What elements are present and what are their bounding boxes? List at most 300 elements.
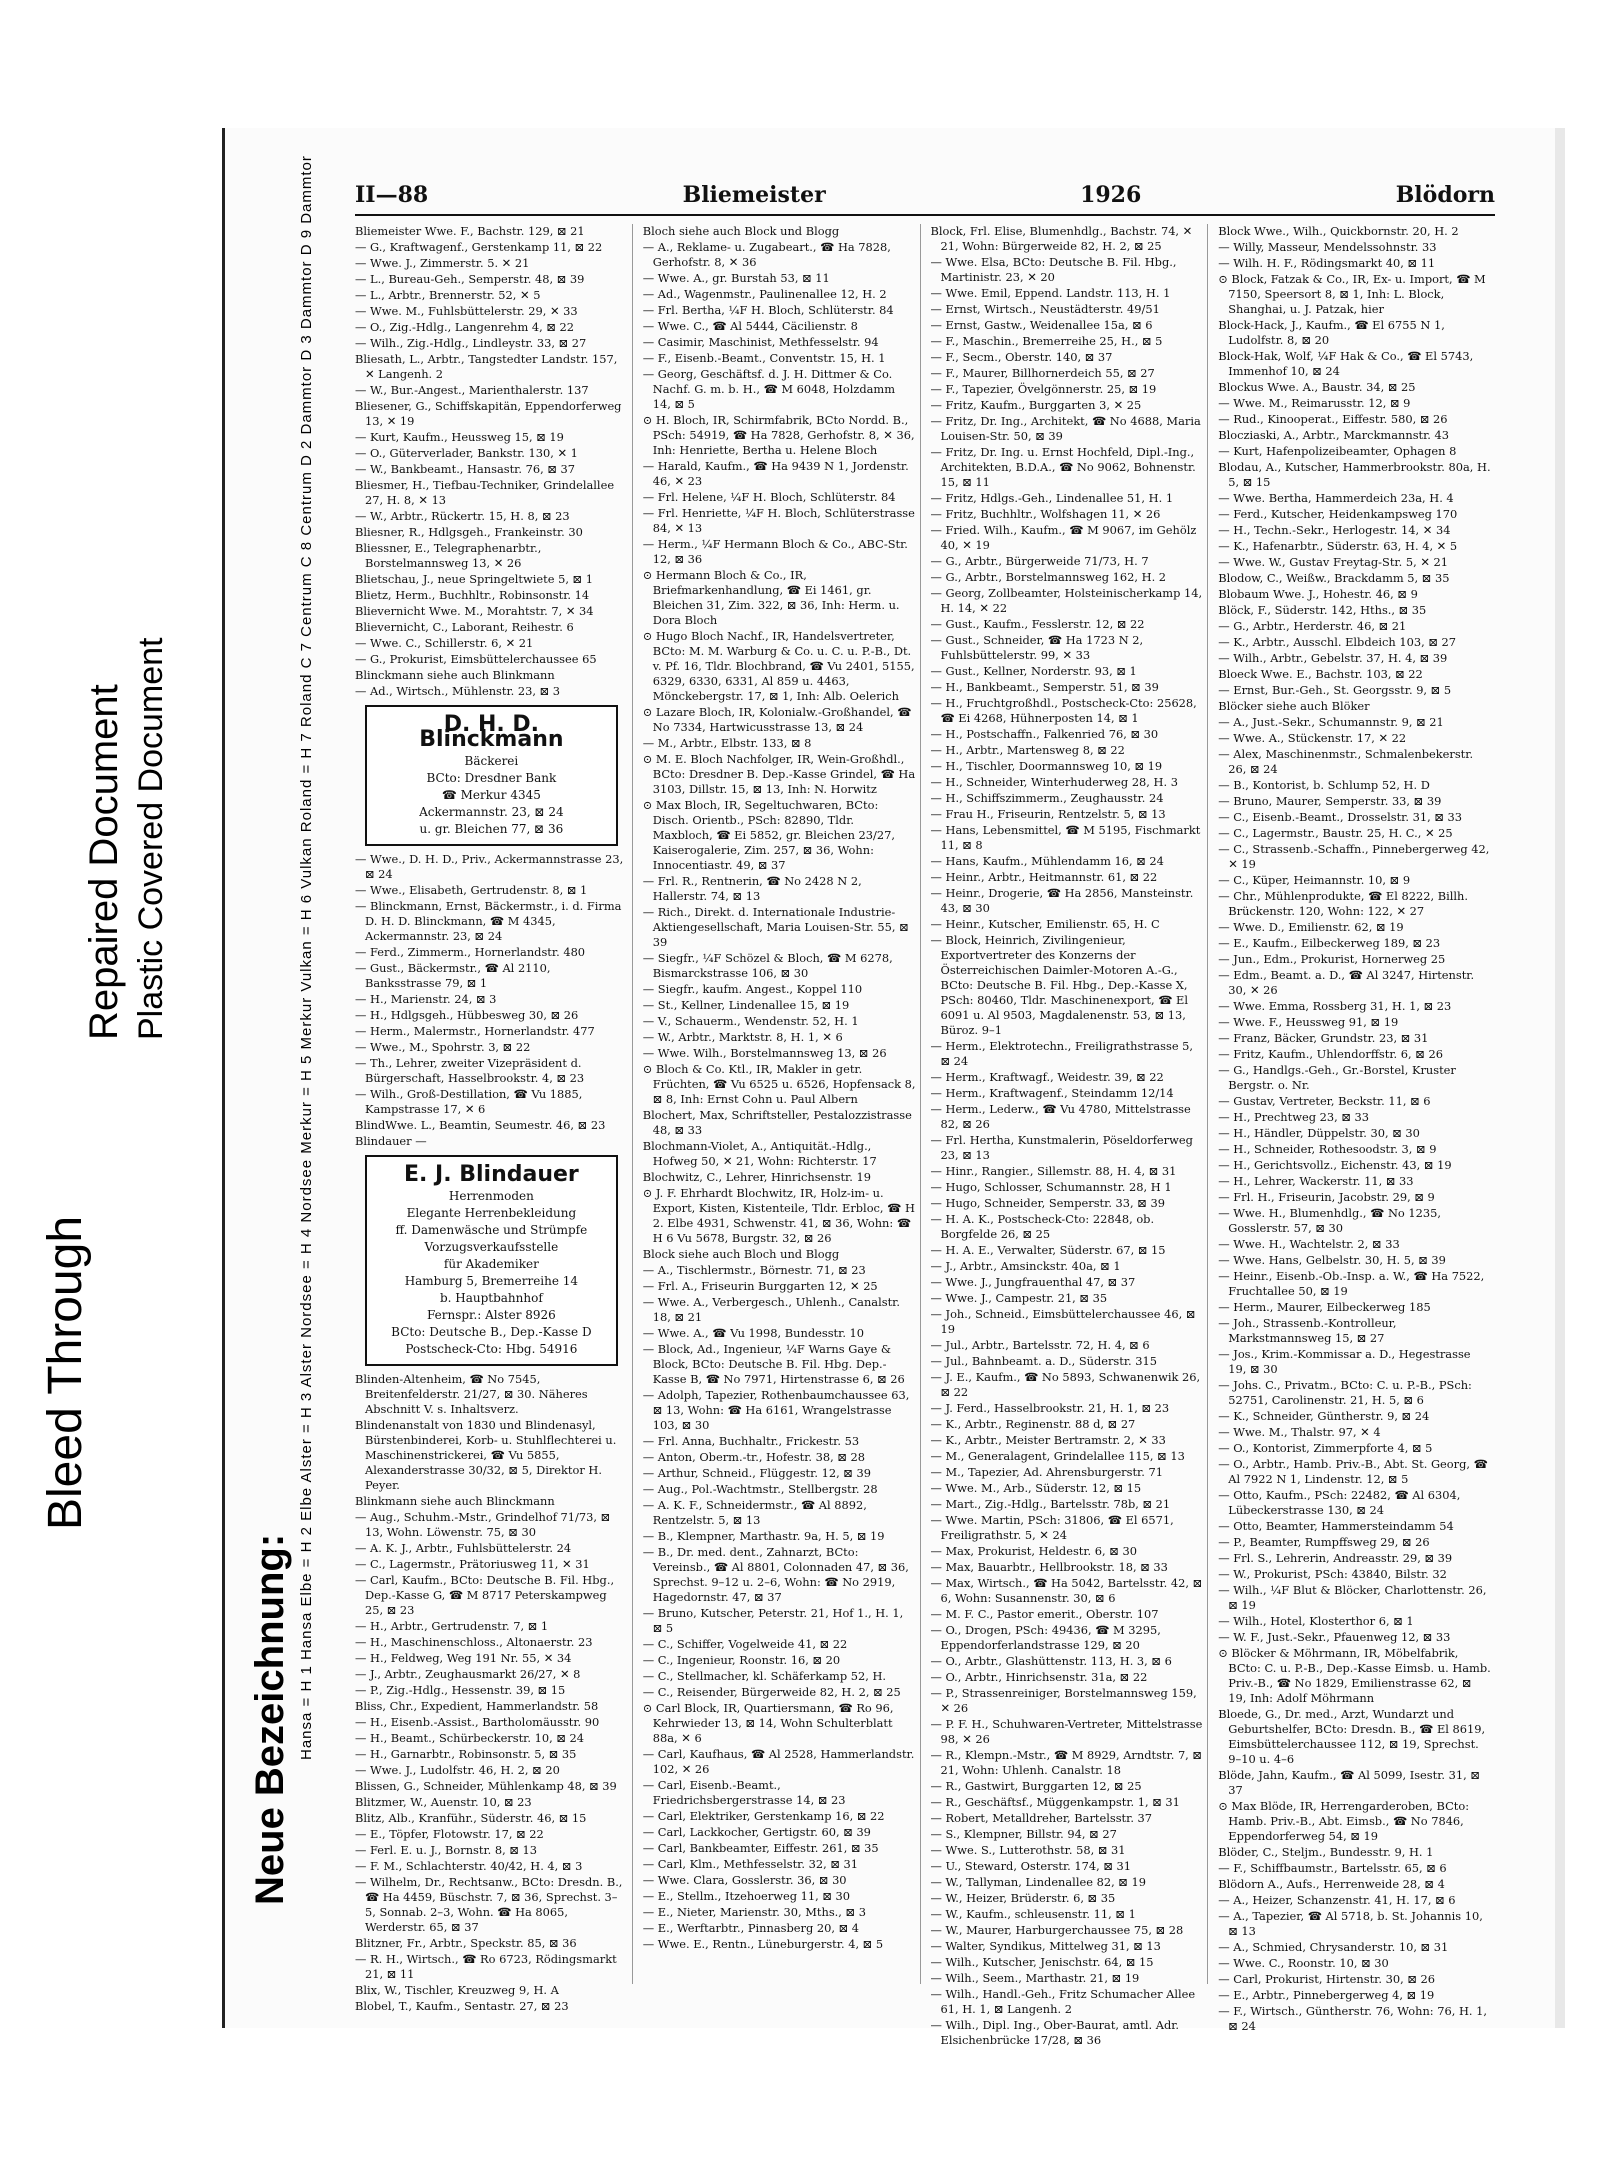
directory-entry: ⊙ H. Bloch, IR, Schirmfabrik, BCto Nordd. B., PSch: 54919, ☎ Ha 7828, Gerhofstr. 8, ✕ 36, Inh: Henriette, Bertha u. Helene Bloch xyxy=(642,413,915,457)
directory-entry: — W., Arbtr., Marktstr. 8, H. 1, ✕ 6 xyxy=(642,1030,843,1044)
directory-entry: — Wwe. H., Wachtelstr. 2, ⊠ 33 xyxy=(1218,1237,1400,1251)
directory-entry: — P., Strassenreiniger, Borstelmannsweg 159, ✕ 26 xyxy=(930,1686,1197,1715)
directory-entry: — Wilh. H. F., Rödingsmarkt 40, ⊠ 11 xyxy=(1218,256,1436,270)
directory-entry: — Max, Bauarbtr., Hellbrookstr. 18, ⊠ 33 xyxy=(930,1560,1168,1574)
directory-entry: — W., Prokurist, PSch: 43840, Bilstr. 32 xyxy=(1218,1567,1447,1581)
left-margin xyxy=(0,0,225,2177)
directory-entry: — F., Maschin., Bremerreihe 25, H., ⊠ 5 xyxy=(930,334,1163,348)
directory-entry: — K., Arbtr., Meister Bertramstr. 2, ✕ 33 xyxy=(930,1433,1166,1447)
directory-entry: — Jos., Krim.-Kommissar a. D., Hegestrasse 19, ⊠ 30 xyxy=(1218,1347,1471,1376)
directory-entry: — Adolph, Tapezier, Rothenbaumchaussee 63, ⊠ 13, Wohn: ☎ Ha 6161, Wrangelstrasse 103, ⊠ 30 xyxy=(642,1388,910,1432)
directory-entry: — Mart., Zig.-Hdlg., Bartelsstr. 78b, ⊠ 21 xyxy=(930,1497,1171,1511)
directory-entry: — G., Kraftwagenf., Gerstenkamp 11, ⊠ 22 xyxy=(355,240,603,254)
directory-entry: Blocziaski, A., Arbtr., Marckmannstr. 43 xyxy=(1218,428,1450,442)
directory-entry: — H., Hdlgsgeh., Hübbesweg 30, ⊠ 26 xyxy=(355,1008,579,1022)
directory-entry: — Herm., ¼F Hermann Bloch & Co., ABC-Str. 12, ⊠ 36 xyxy=(642,537,908,566)
directory-entry: — Siegfr., ¼F Schözel & Bloch, ☎ M 6278, Bismarckstrasse 106, ⊠ 30 xyxy=(642,951,893,980)
directory-entry: — Frl. Hertha, Kunstmalerin, Pöseldorferweg 23, ⊠ 13 xyxy=(930,1133,1193,1162)
directory-entry: — W., Bur.-Angest., Marienthalerstr. 137 xyxy=(355,383,589,397)
directory-entry: — H., Gerichtsvollz., Eichenstr. 43, ⊠ 19 xyxy=(1218,1158,1452,1172)
directory-entry: Blockus Wwe. A., Baustr. 34, ⊠ 25 xyxy=(1218,380,1416,394)
directory-entry: — J., Arbtr., Zeughausmarkt 26/27, ✕ 8 xyxy=(355,1667,581,1681)
directory-entry: — Walter, Syndikus, Mittelweg 31, ⊠ 13 xyxy=(930,1939,1161,1953)
directory-entry: Blissen, G., Schneider, Mühlenkamp 48, ⊠ 39 xyxy=(355,1779,617,1793)
directory-entry: ⊙ Max Blöde, IR, Herrengarderoben, BCto: Hamb. Priv.-B., Abt. Eimsb., ☎ No 7846, Eppendorferweg 54, ⊠ 19 xyxy=(1218,1799,1470,1843)
directory-entry: — Frl. Henriette, ¼F H. Bloch, Schlüterstrasse 84, ✕ 13 xyxy=(642,506,915,535)
directory-entry: Bliesner, R., Hdlgsgeh., Frankeinstr. 30 xyxy=(355,525,583,539)
directory-entry: — Aug., Pol.-Wachtmstr., Stellbergstr. 28 xyxy=(642,1482,878,1496)
directory-entry: — Wwe., Elisabeth, Gertrudenstr. 8, ⊠ 1 xyxy=(355,883,588,897)
page-number: II—88 xyxy=(355,182,429,208)
directory-entry: — A., Reklame- u. Zugabeart., ☎ Ha 7828, Gerhofstr. 8, ✕ 36 xyxy=(642,240,891,269)
directory-entry: — Joh., Schneid., Eimsbüttelerchaussee 46, ⊠ 19 xyxy=(930,1307,1196,1336)
directory-entry: Bliessner, E., Telegraphenarbtr., Borstelmannsweg 13, ✕ 26 xyxy=(355,541,542,570)
directory-entry: — Blinckmann, Ernst, Bäckermstr., i. d. Firma D. H. D. Blinckmann, ☎ M 4345, Ackermannstr. 23, ⊠ 24 xyxy=(355,899,622,943)
directory-entry: — Bruno, Kutscher, Peterstr. 21, Hof 1., H. 1, ⊠ 5 xyxy=(642,1606,904,1635)
directory-entry: — Edm., Beamt. a. D., ☎ Al 3247, Hirtenstr. 30, ✕ 26 xyxy=(1218,968,1475,997)
directory-entry: — W., Arbtr., Rückertr. 15, H. 8, ⊠ 23 xyxy=(355,509,570,523)
directory-entry: Blievernicht Wwe. M., Morahtstr. 7, ✕ 34 xyxy=(355,604,594,618)
directory-entry: Blix, W., Tischler, Kreuzweg 9, H. A xyxy=(355,1983,559,1997)
directory-entry: Bloch siehe auch Block und Blogg xyxy=(642,224,840,238)
directory-entry: Block-Hak, Wolf, ¼F Hak & Co., ☎ El 5743, Immenhof 10, ⊠ 24 xyxy=(1218,349,1474,378)
directory-entry: — F., Eisenb.-Beamt., Conventstr. 15, H. 1 xyxy=(642,351,886,365)
directory-entry: — Wwe. M., Reimarusstr. 12, ⊠ 9 xyxy=(1218,396,1411,410)
directory-entry: — H., Marienstr. 24, ⊠ 3 xyxy=(355,992,497,1006)
directory-entry: — R., Geschäftsf., Müggenkampstr. 1, ⊠ 31 xyxy=(930,1795,1180,1809)
directory-entry: — E., Arbtr., Pinnebergerweg 4, ⊠ 19 xyxy=(1218,1988,1435,2002)
directory-entry: ⊙ Blöcker & Möhrmann, IR, Möbelfabrik, BCto: C. u. P.-B., Dep.-Kasse Eimsb. u. Hamb. Priv.-B., ☎ No 1829, Emilienstrasse 62, ⊠ 19, Inh: Adolf Möhrmann xyxy=(1218,1646,1491,1705)
directory-entry: — Wwe. A., gr. Burstah 53, ⊠ 11 xyxy=(642,271,830,285)
directory-entry: — Wwe. J., Jungfrauenthal 47, ⊠ 37 xyxy=(930,1275,1136,1289)
directory-entry: — Wilh., ¼F Blut & Blöcker, Charlottenstr. 26, ⊠ 19 xyxy=(1218,1583,1487,1612)
ad-line: ☎ Merkur 4345 xyxy=(441,788,541,802)
directory-entry: — A. K. J., Arbtr., Fuhlsbüttelerstr. 24 xyxy=(355,1541,572,1555)
directory-entry: — P. F. H., Schuhwaren-Vertreter, Mittelstrasse 98, ✕ 26 xyxy=(930,1717,1203,1746)
directory-entry: — Wwe. A., Verbergesch., Uhlenh., Canalstr. 18, ⊠ 21 xyxy=(642,1295,900,1324)
directory-entry: — H., Bankbeamt., Semperstr. 51, ⊠ 39 xyxy=(930,680,1159,694)
directory-entry: — Wwe. J., Ludolfstr. 46, H. 2, ⊠ 20 xyxy=(355,1763,560,1777)
directory-entry: — H., Schiffszimmerm., Zeughausstr. 24 xyxy=(930,791,1164,805)
directory-entry: — Carl, Kaufm., BCto: Deutsche B. Fil. Hbg., Dep.-Kasse G, ☎ M 8717 Peterskampweg 25, ⊠ 23 xyxy=(355,1573,615,1617)
directory-entry: Blietz, Herm., Buchhltr., Robinsonstr. 14 xyxy=(355,588,590,602)
ad-blinckmann xyxy=(365,705,618,846)
directory-entry: — Fritz, Kaufm., Burggarten 3, ✕ 25 xyxy=(930,398,1142,412)
directory-entry: — H., Arbtr., Martensweg 8, ⊠ 22 xyxy=(930,743,1125,757)
directory-entry: — Wwe. M., Arb., Süderstr. 12, ⊠ 15 xyxy=(930,1481,1142,1495)
directory-entry: — Wwe. Hans, Gelbelstr. 30, H. 5, ⊠ 39 xyxy=(1218,1253,1446,1267)
directory-entry: — C., Lagermstr., Baustr. 25, H. C., ✕ 25 xyxy=(1218,826,1453,840)
directory-entry: Blöck, F., Süderstr. 142, Hths., ⊠ 35 xyxy=(1218,603,1427,617)
directory-entry: — Carl, Lackkocher, Gertigstr. 60, ⊠ 39 xyxy=(642,1825,871,1839)
neue-bezeichnung-label: Neue Bezeichnung: xyxy=(248,1533,292,1905)
directory-entry: — C., Reisender, Bürgerweide 82, H. 2, ⊠ 25 xyxy=(642,1685,901,1699)
directory-entry: — B., Klempner, Marthastr. 9a, H. 5, ⊠ 19 xyxy=(642,1529,885,1543)
directory-entry: — Wilh., Kutscher, Jenischstr. 64, ⊠ 15 xyxy=(930,1955,1154,1969)
directory-entry: — F., Secm., Oberstr. 140, ⊠ 37 xyxy=(930,350,1113,364)
directory-entry: — H., Feldweg, Weg 191 Nr. 55, ✕ 34 xyxy=(355,1651,572,1665)
directory-entry: — C., Ingenieur, Roonstr. 16, ⊠ 20 xyxy=(642,1653,841,1667)
directory-entry: Blochwitz, C., Lehrer, Hinrichsenstr. 19 xyxy=(642,1170,871,1184)
directory-entry: — E., Stellm., Itzehoerweg 11, ⊠ 30 xyxy=(642,1889,851,1903)
directory-entry: — St., Kellner, Lindenallee 15, ⊠ 19 xyxy=(642,998,850,1012)
directory-entry: — H., Garnarbtr., Robinsonstr. 5, ⊠ 35 xyxy=(355,1747,577,1761)
directory-entry: — Frl. Helene, ¼F H. Bloch, Schlüterstr. 84 xyxy=(642,490,896,504)
directory-entry: — H., Maschinenschloss., Altonaerstr. 23 xyxy=(355,1635,593,1649)
directory-entry: — Frau H., Friseurin, Rentzelstr. 5, ⊠ 13 xyxy=(930,807,1166,821)
directory-entry: Bliesmer, H., Tiefbau-Techniker, Grindelallee 27, H. 8, ✕ 13 xyxy=(355,478,615,507)
directory-entry: — E., Kaufm., Eilbeckerweg 189, ⊠ 23 xyxy=(1218,936,1441,950)
directory-entry: — Ernst, Wirtsch., Neustädterstr. 49/51 xyxy=(930,302,1160,316)
directory-entry: — A., Schmied, Chrysanderstr. 10, ⊠ 31 xyxy=(1218,1940,1449,1954)
directory-entry: — A. K. F., Schneidermstr., ☎ Al 8892, Rentzelstr. 5, ⊠ 13 xyxy=(642,1498,867,1527)
directory-entry: — Wilh., Groß-Destillation, ☎ Vu 1885, Kampstrasse 17, ✕ 6 xyxy=(355,1087,583,1116)
directory-entry: Blöcker siehe auch Blöker xyxy=(1218,699,1370,713)
directory-entry: — Wwe. H., Blumenhdlg., ☎ No 1235, Gosslerstr. 57, ⊠ 30 xyxy=(1218,1206,1442,1235)
directory-entry: — C., Schiffer, Vogelweide 41, ⊠ 22 xyxy=(642,1637,848,1651)
directory-entry: ⊙ J. F. Ehrhardt Blochwitz, IR, Holz-im- u. Export, Kisten, Kistenteile, Tldr. Erbloc, ☎ H 2. Elbe 4931, Schwenstr. 41, ⊠ 36, Wohn: ☎ H 6 Vu 5678, Burgstr. 32, ⊠ 26 xyxy=(642,1186,915,1245)
directory-entry: — Gust., Bäckermstr., ☎ Al 2110, Banksstrasse 79, ⊠ 1 xyxy=(355,961,551,990)
directory-entry: Blöde, Jahn, Kaufm., ☎ Al 5099, Isestr. 31, ⊠ 37 xyxy=(1218,1768,1480,1797)
directory-entry: — Hinr., Rangier., Sillemstr. 88, H. 4, ⊠ 31 xyxy=(930,1164,1177,1178)
directory-entry: — Herm., Kraftwagenf., Steindamm 12/14 xyxy=(930,1086,1174,1100)
directory-entry: — Casimir, Maschinist, Methfesselstr. 94 xyxy=(642,335,879,349)
directory-entry: — Gustav, Vertreter, Beckstr. 11, ⊠ 6 xyxy=(1218,1094,1431,1108)
directory-entry: — Frl. R., Rentnerin, ☎ No 2428 N 2, Hallerstr. 74, ⊠ 13 xyxy=(642,874,862,903)
directory-entry: — Ferd., Kutscher, Heidenkampsweg 170 xyxy=(1218,507,1458,521)
directory-entry: Blobaum Wwe. J., Hohestr. 46, ⊠ 9 xyxy=(1218,587,1418,601)
directory-entry: — H., Tischler, Doormannsweg 10, ⊠ 19 xyxy=(930,759,1163,773)
directory-entry: Blinckmann siehe auch Blinkmann xyxy=(355,668,555,682)
directory-entry: — H., Postschaffn., Falkenried 76, ⊠ 30 xyxy=(930,727,1159,741)
directory-entry: — Fritz, Dr. Ing. u. Ernst Hochfeld, Dipl.-Ing., Architekten, B.D.A., ☎ No 9062, Bohnenstr. 15, ⊠ 11 xyxy=(930,445,1196,489)
directory-entry: — Carl, Elektriker, Gerstenkamp 16, ⊠ 22 xyxy=(642,1809,885,1823)
directory-entry: — Wwe., M., Spohrstr. 3, ⊠ 22 xyxy=(355,1040,531,1054)
directory-entry: — Frl. A., Friseurin Burggarten 12, ✕ 25 xyxy=(642,1279,878,1293)
directory-entry: — Johs. C., Privatm., BCto: C. u. P.-B., PSch: 52751, Carolinenstr. 21, H. 5, ⊠ 6 xyxy=(1218,1378,1472,1407)
directory-entry: Blinkmann siehe auch Blinckmann xyxy=(355,1494,555,1508)
directory-entry: — Otto, Beamter, Hammersteindamm 54 xyxy=(1218,1519,1454,1533)
directory-entry: — Wilh., Zig.-Hdlg., Lindleystr. 33, ⊠ 27 xyxy=(355,336,587,350)
directory-entry: — F. M., Schlachterstr. 40/42, H. 4, ⊠ 3 xyxy=(355,1859,583,1873)
directory-entry: — Wwe. C., ☎ Al 5444, Cäcilienstr. 8 xyxy=(642,319,858,333)
directory-entry: Blitz, Alb., Kranführ., Süderstr. 46, ⊠ 15 xyxy=(355,1811,587,1825)
directory-entry: Blindenanstalt von 1830 und Blindenasyl, Bürstenbinderei, Korb- u. Stuhlflechterei u. Maschinenstrickerei, ☎ Vu 5855, Alexanderstrasse 30/32, ⊠ 5, Direktor H. Peyer. xyxy=(355,1418,617,1492)
directory-entry: — Hugo, Schlosser, Schumannstr. 28, H 1 xyxy=(930,1180,1172,1194)
directory-entry: — Chr., Mühlenprodukte, ☎ El 8222, Billh. Brückenstr. 120, Wohn: 122, ✕ 27 xyxy=(1218,889,1468,918)
bleed-through-label: Bleed Through xyxy=(39,1215,92,1530)
directory-entry: — A., Heizer, Schanzenstr. 41, H. 17, ⊠ 6 xyxy=(1218,1893,1456,1907)
directory-entry: — Fritz, Buchhltr., Wolfshagen 11, ✕ 26 xyxy=(930,507,1161,521)
directory-entry: — Heinr., Kutscher, Emilienstr. 65, H. C xyxy=(930,917,1160,931)
directory-entry: ⊙ Block, Fatzak & Co., IR, Ex- u. Import, ☎ M 7150, Speersort 8, ⊠ 1, Inh: L. Block, Shanghai, u. J. Patzak, hier xyxy=(1218,272,1486,316)
directory-entry: — Fritz, Kaufm., Uhlendorffstr. 6, ⊠ 26 xyxy=(1218,1047,1443,1061)
directory-entry: — A., Tapezier, ☎ Al 5718, b. St. Johannis 10, ⊠ 13 xyxy=(1218,1909,1483,1938)
directory-entry: Bloede, G., Dr. med., Arzt, Wundarzt und Geburtshelfer, BCto: Dresdn. B., ☎ El 8619, Eimsbüttelerchaussee 112, ⊠ 19, Sprechst. 9–10 u. 4–6 xyxy=(1218,1707,1486,1766)
directory-entry: — H. A. E., Verwalter, Süderstr. 67, ⊠ 15 xyxy=(930,1243,1166,1257)
directory-entry: — H., Techn.-Sekr., Herlogestr. 14, ✕ 34 xyxy=(1218,523,1451,537)
directory-entry: — R., Klempn.-Mstr., ☎ M 8929, Arndtstr. 7, ⊠ 21, Wohn: Uhlenh. Canalstr. 18 xyxy=(930,1748,1202,1777)
directory-entry: — J. Ferd., Hasselbrookstr. 21, H. 1, ⊠ 23 xyxy=(930,1401,1170,1415)
directory-entry: — G., Arbtr., Borstelmannsweg 162, H. 2 xyxy=(930,570,1167,584)
directory-entry: — K., Hafenarbtr., Süderstr. 63, H. 4, ✕ 5 xyxy=(1218,539,1458,553)
repaired-document-label: Repaired Document xyxy=(82,684,126,1040)
directory-entry: Blodow, C., Weißw., Brackdamm 5, ⊠ 35 xyxy=(1218,571,1450,585)
directory-entry: — Heinr., Drogerie, ☎ Ha 2856, Mansteinstr. 43, ⊠ 30 xyxy=(930,886,1194,915)
directory-entry: — Jul., Bahnbeamt. a. D., Süderstr. 315 xyxy=(930,1354,1158,1368)
directory-entry: — Wwe. S., Lutterothstr. 58, ⊠ 31 xyxy=(930,1843,1126,1857)
directory-entry: — M., Tapezier, Ad. Ahrensburgerstr. 71 xyxy=(930,1465,1163,1479)
directory-entry: — Carl, Prokurist, Hirtenstr. 30, ⊠ 26 xyxy=(1218,1972,1435,1986)
directory-columns xyxy=(355,224,1495,2047)
directory-entry: — F., Schiffbaumstr., Bartelsstr. 65, ⊠ 6 xyxy=(1218,1861,1447,1875)
directory-entry: — G., Arbtr., Herderstr. 46, ⊠ 21 xyxy=(1218,619,1407,633)
directory-entry: BlindWwe. L., Beamtin, Seumestr. 46, ⊠ 23 xyxy=(355,1118,606,1132)
directory-entry: — M., Arbtr., Elbstr. 133, ⊠ 8 xyxy=(642,736,812,750)
directory-entry: — H., Schneider, Winterhuderweg 28, H. 3 xyxy=(930,775,1178,789)
directory-entry: — E., Töpfer, Flotowstr. 17, ⊠ 22 xyxy=(355,1827,544,1841)
directory-entry: — Wwe. D., Emilienstr. 62, ⊠ 19 xyxy=(1218,920,1404,934)
directory-entry: — Joh., Strassenb.-Kontrolleur, Markstmannsweg 15, ⊠ 27 xyxy=(1218,1316,1397,1345)
directory-entry: — Wwe. J., Zimmerstr. 5. ✕ 21 xyxy=(355,256,530,270)
directory-entry: — F., Maurer, Billhornerdeich 55, ⊠ 27 xyxy=(930,366,1155,380)
directory-entry: Bliesener, G., Schiffskapitän, Eppendorferweg 13, ✕ 19 xyxy=(355,399,622,428)
directory-entry: — Wwe. M., Thalstr. 97, ✕ 4 xyxy=(1218,1425,1381,1439)
directory-entry: — O., Arbtr., Hinrichsenstr. 31a, ⊠ 22 xyxy=(930,1670,1148,1684)
directory-entry: — H. A. K., Postscheck-Cto: 22848, ob. Borgfelde 26, ⊠ 25 xyxy=(930,1212,1155,1241)
directory-entry: — O., Arbtr., Glashüttenstr. 113, H. 3, ⊠ 6 xyxy=(930,1654,1172,1668)
directory-entry: — P., Beamter, Rumpffsweg 29, ⊠ 26 xyxy=(1218,1535,1430,1549)
directory-entry: — W. F., Just.-Sekr., Pfauenweg 12, ⊠ 33 xyxy=(1218,1630,1451,1644)
directory-entry: — K., Arbtr., Ausschl. Elbdeich 103, ⊠ 27 xyxy=(1218,635,1456,649)
directory-page xyxy=(222,128,1555,2047)
directory-entry: Blindauer — xyxy=(355,1134,427,1148)
directory-entry: — Anton, Oberm.-tr., Hofestr. 38, ⊠ 28 xyxy=(642,1450,866,1464)
directory-entry: — Wwe. J., Campestr. 21, ⊠ 35 xyxy=(930,1291,1108,1305)
column-3 xyxy=(930,224,1209,2047)
directory-entry: Blievernicht, C., Laborant, Reihestr. 6 xyxy=(355,620,574,634)
directory-entry: — O., Arbtr., Hamb. Priv.-B., Abt. St. Georg, ☎ Al 7922 N 1, Lindenstr. 12, ⊠ 5 xyxy=(1218,1457,1488,1486)
directory-entry: — W., Kaufm., schleusenstr. 11, ⊠ 1 xyxy=(930,1907,1136,1921)
directory-entry: — Herm., Maurer, Eilbeckerweg 185 xyxy=(1218,1300,1431,1314)
directory-entry: — Robert, Metalldreher, Bartelsstr. 37 xyxy=(930,1811,1153,1825)
directory-entry: — B., Dr. med. dent., Zahnarzt, BCto: Vereinsb., ☎ Al 8801, Colonnaden 47, ⊠ 36, Sprechst. 9–12 u. 2–6, Wohn: ☎ No 2919, Hagedornstr. 47, ⊠ 37 xyxy=(642,1545,909,1604)
ad-blindauer-title: E. J. Blindauer xyxy=(403,1162,579,1187)
ad-line: Vorzugsverkaufsstelle xyxy=(424,1240,559,1254)
directory-entry: — W., Heizer, Brüderstr. 6, ⊠ 35 xyxy=(930,1891,1116,1905)
directory-entry: — Heinr., Eisenb.-Ob.-Insp. a. W., ☎ Ha 7522, Fruchtallee 50, ⊠ 19 xyxy=(1218,1269,1485,1298)
column-2 xyxy=(643,224,921,1984)
directory-entry: — Frl. Bertha, ¼F H. Bloch, Schlüterstr. 84 xyxy=(642,303,894,317)
directory-entry: — Harald, Kaufm., ☎ Ha 9439 N 1, Jordenstr. 46, ✕ 23 xyxy=(642,459,909,488)
page-header xyxy=(355,180,1495,216)
directory-entry: ⊙ Lazare Bloch, IR, Kolonialw.-Großhandel, ☎ No 7334, Hartwicusstrasse 13, ⊠ 24 xyxy=(642,705,912,734)
directory-entry: ⊙ Max Bloch, IR, Segeltuchwaren, BCto: Disch. Orientb., PSch: 82890, Tldr. Maxbloch, ☎ Ei 5852, gr. Bleichen 23/27, Kaiserogalerie, Zim. 257, ⊠ 36, Wohn: Innocentiastr. 49, ⊠ 37 xyxy=(642,798,895,872)
ad-line: Herrenmoden xyxy=(448,1189,534,1203)
column-4 xyxy=(1218,224,1495,2033)
directory-entry: — Ernst, Bur.-Geh., St. Georgsstr. 9, ⊠ 5 xyxy=(1218,683,1452,697)
directory-entry: — Wilh., Seem., Marthastr. 21, ⊠ 19 xyxy=(930,1971,1140,1985)
directory-entry: — Wilh., Hotel, Klosterthor 6, ⊠ 1 xyxy=(1218,1614,1414,1628)
directory-entry: — Fried. Wilh., Kaufm., ☎ M 9067, im Gehölz 40, ✕ 19 xyxy=(930,523,1197,552)
header-name-left: Bliemeister xyxy=(682,182,826,208)
directory-entry: Blitzner, Fr., Arbtr., Speckstr. 85, ⊠ 36 xyxy=(355,1936,577,1950)
directory-entry: — Alex, Maschinenmstr., Schmalenbekerstr. 26, ⊠ 24 xyxy=(1218,747,1474,776)
directory-entry: — Arthur, Schneid., Flüggestr. 12, ⊠ 39 xyxy=(642,1466,871,1480)
ad-line: ff. Damenwäsche und Strümpfe xyxy=(395,1223,588,1237)
directory-entry: Block Wwe., Wilh., Quickbornstr. 20, H. 2 xyxy=(1218,224,1459,238)
ad-line: BCto: Deutsche B., Dep.-Kasse D xyxy=(391,1325,592,1339)
directory-entry: — H., Fruchtgroßhdl., Postscheck-Cto: 25628, ☎ Ei 4268, Hühnerposten 14, ⊠ 1 xyxy=(930,696,1197,725)
directory-entry: — Otto, Kaufm., PSch: 22482, ☎ Al 6304, Lübeckerstrasse 130, ⊠ 24 xyxy=(1218,1488,1461,1517)
directory-entry: — Carl, Bankbeamter, Eiffestr. 261, ⊠ 35 xyxy=(642,1841,879,1855)
directory-entry: — Wwe. F., Heussweg 91, ⊠ 19 xyxy=(1218,1015,1399,1029)
directory-entry: — W., Tallyman, Lindenallee 82, ⊠ 19 xyxy=(930,1875,1146,1889)
directory-entry: — C., Küper, Heimannstr. 10, ⊠ 9 xyxy=(1218,873,1411,887)
directory-entry: — Wwe. Clara, Gosslerstr. 36, ⊠ 30 xyxy=(642,1873,847,1887)
directory-entry: Bliss, Chr., Expedient, Hammerlandstr. 58 xyxy=(355,1699,599,1713)
directory-entry: — Gust., Kaufm., Fesslerstr. 12, ⊠ 22 xyxy=(930,617,1145,631)
directory-entry: — O., Drogen, PSch: 49436, ☎ M 3295, Eppendorferlandstrasse 129, ⊠ 20 xyxy=(930,1623,1161,1652)
directory-entry: ⊙ Carl Block, IR, Quartiersmann, ☎ Ro 96, Kehrwieder 13, ⊠ 14, Wohn Schulterblatt 88a, ✕ 6 xyxy=(642,1701,894,1745)
directory-entry: — V., Schauerm., Wendenstr. 52, H. 1 xyxy=(642,1014,859,1028)
ad-blindauer xyxy=(365,1155,618,1366)
directory-entry: — Wwe., D. H. D., Priv., Ackermannstrasse 23, ⊠ 24 xyxy=(355,852,624,881)
directory-entry: — J., Arbtr., Amsinckstr. 40a, ⊠ 1 xyxy=(930,1259,1121,1273)
directory-entry: — Frl. Anna, Buchhaltr., Frickestr. 53 xyxy=(642,1434,860,1448)
ad-line: BCto: Dresdner Bank xyxy=(426,771,557,785)
directory-entry: — Hans, Lebensmittel, ☎ M 5195, Fischmarkt 11, ⊠ 8 xyxy=(930,823,1201,852)
directory-entry: — K., Arbtr., Reginenstr. 88 d, ⊠ 27 xyxy=(930,1417,1136,1431)
directory-entry: — Wwe. Emil, Eppend. Landstr. 113, H. 1 xyxy=(930,286,1171,300)
directory-entry: — J. E., Kaufm., ☎ No 5893, Schwanenwik 26, ⊠ 22 xyxy=(930,1370,1201,1399)
directory-entry: — C., Strassenb.-Schaffn., Pinnebergerweg 42, ✕ 19 xyxy=(1218,842,1490,871)
directory-entry: — R., Gastwirt, Burggarten 12, ⊠ 25 xyxy=(930,1779,1142,1793)
directory-entry: — R. H., Wirtsch., ☎ Ro 6723, Rödingsmarkt 21, ⊠ 11 xyxy=(355,1952,617,1981)
directory-entry: — Hans, Kaufm., Mühlendamm 16, ⊠ 24 xyxy=(930,854,1164,868)
directory-entry: — A., Just.-Sekr., Schumannstr. 9, ⊠ 21 xyxy=(1218,715,1444,729)
directory-entry: — Ernst, Gastw., Weidenallee 15a, ⊠ 6 xyxy=(930,318,1153,332)
ad-line: b. Hauptbahnhof xyxy=(439,1291,543,1305)
directory-entry: — Kurt, Kaufm., Heussweg 15, ⊠ 19 xyxy=(355,430,564,444)
directory-entry: — Herm., Lederw., ☎ Vu 4780, Mittelstrasse 82, ⊠ 26 xyxy=(930,1102,1191,1131)
directory-entry: — A., Tischlermstr., Börnestr. 71, ⊠ 23 xyxy=(642,1263,866,1277)
directory-entry: — Bruno, Maurer, Semperstr. 33, ⊠ 39 xyxy=(1218,794,1442,808)
ad-line: für Akademiker xyxy=(443,1257,539,1271)
directory-entry: Blitzmer, W., Auenstr. 10, ⊠ 23 xyxy=(355,1795,532,1809)
directory-entry: — Herm., Elektrotechn., Freiligrathstrasse 5, ⊠ 24 xyxy=(930,1039,1194,1068)
directory-entry: Blochmann-Violet, A., Antiquität.-Hdlg., Hofweg 50, ✕ 21, Wohn: Richterstr. 17 xyxy=(642,1139,877,1168)
directory-entry: — Wwe. Emma, Rossberg 31, H. 1, ⊠ 23 xyxy=(1218,999,1452,1013)
directory-entry: — O., Güterverlader, Bankstr. 130, ✕ 1 xyxy=(355,446,578,460)
directory-entry: Blodau, A., Kutscher, Hammerbrookstr. 80a, H. 5, ⊠ 15 xyxy=(1218,460,1491,489)
directory-entry: Bliemeister Wwe. F., Bachstr. 129, ⊠ 21 xyxy=(355,224,585,238)
directory-entry: ⊙ Hermann Bloch & Co., IR, Briefmarkenhandlung, ☎ Ei 1461, gr. Bleichen 31, Zim. 322, ⊠ 36, Inh: Herm. u. Dora Bloch xyxy=(642,568,900,627)
directory-entry: — Jun., Edm., Prokurist, Hornerweg 25 xyxy=(1218,952,1446,966)
directory-entry: — Wwe. A., ☎ Vu 1998, Bundesstr. 10 xyxy=(642,1326,865,1340)
directory-entry: — H., Prechtweg 23, ⊠ 33 xyxy=(1218,1110,1369,1124)
directory-entry: — G., Handlgs.-Geh., Gr.-Borstel, Kruster Bergstr. o. Nr. xyxy=(1218,1063,1456,1092)
directory-entry: Bliesath, L., Arbtr., Tangstedter Landstr. 157, ✕ Langenh. 2 xyxy=(355,352,618,381)
directory-entry: — C., Stellmacher, kl. Schäferkamp 52, H. xyxy=(642,1669,887,1683)
directory-entry: — Ferd., Zimmerm., Hornerlandstr. 480 xyxy=(355,945,586,959)
directory-entry: — Ad., Wagenmstr., Paulinenallee 12, H. 2 xyxy=(642,287,887,301)
directory-entry: — Georg, Geschäftsf. d. J. H. Dittmer & Co. Nachf. G. m. b. H., ☎ M 6048, Holzdamm 14, ⊠ 5 xyxy=(642,367,896,411)
ad-line: Postscheck-Cto: Hbg. 54916 xyxy=(405,1342,578,1356)
directory-entry: — W., Maurer, Harburgerchaussee 75, ⊠ 28 xyxy=(930,1923,1184,1937)
directory-entry: — Wwe. M., Fuhlsbüttelerstr. 29, ✕ 33 xyxy=(355,304,578,318)
header-name-right: Blödorn xyxy=(1395,182,1495,208)
directory-entry: — Wwe. W., Gustav Freytag-Str. 5, ✕ 21 xyxy=(1218,555,1448,569)
directory-entry: — C., Lagermstr., Prätoriusweg 11, ✕ 31 xyxy=(355,1557,590,1571)
header-year: 1926 xyxy=(1080,182,1142,208)
directory-entry: — Heinr., Arbtr., Heitmannstr. 61, ⊠ 22 xyxy=(930,870,1158,884)
directory-entry: Blietschau, J., neue Springeltwiete 5, ⊠ 1 xyxy=(355,572,593,586)
directory-entry: — Block, Heinrich, Zivilingenieur, Exportvertreter des Konzerns der Österreichischen Daimler-Motoren A.-G., BCto: Deutsche B. Fil. Hbg., Dep.-Kasse X, PSch: 80460, Tldr. Maschinenexport, ☎ El 6091 u. Al 9503, Magdalenenstr. 53, ⊠ 13, Büroz. 9–1 xyxy=(930,933,1189,1037)
directory-entry: — Wilhelm, Dr., Rechtsanw., BCto: Dresdn. B., ☎ Ha 4459, Büschstr. 7, ⊠ 36, Sprechst. 3–5, Sonnab. 2–3, Wohn. ☎ Ha 8065, Werderstr. 65, ⊠ 37 xyxy=(355,1875,623,1934)
plastic-covered-label: Plastic Covered Document xyxy=(132,637,170,1040)
directory-entry: — Jul., Arbtr., Bartelsstr. 72, H. 4, ⊠ 6 xyxy=(930,1338,1150,1352)
directory-entry: — Frl. H., Friseurin, Jacobstr. 29, ⊠ 9 xyxy=(1218,1190,1435,1204)
ad-line: u. gr. Bleichen 77, ⊠ 36 xyxy=(419,822,564,836)
directory-entry: — B., Kontorist, b. Schlump 52, H. D xyxy=(1218,778,1430,792)
directory-entry: Blinden-Altenheim, ☎ No 7545, Breitenfelderstr. 21/27, ⊠ 30. Näheres Abschnitt V. s. Inhaltsverz. xyxy=(355,1372,588,1416)
directory-entry: — Gust., Kellner, Norderstr. 93, ⊠ 1 xyxy=(930,664,1137,678)
directory-entry: — Wwe. Martin, PSch: 31806, ☎ El 6571, Freiligrathstr. 5, ✕ 24 xyxy=(930,1513,1174,1542)
column-1 xyxy=(355,224,633,2013)
directory-entry: Blochert, Max, Schriftsteller, Pestalozzistrasse 48, ⊠ 33 xyxy=(642,1108,912,1137)
directory-entry: — U., Steward, Osterstr. 174, ⊠ 31 xyxy=(930,1859,1132,1873)
ad-line: Ackermannstr. 23, ⊠ 24 xyxy=(419,805,564,819)
directory-entry: ⊙ M. E. Bloch Nachfolger, IR, Wein-Großhdl., BCto: Dresdner B. Dep.-Kasse Grindel, ☎ Ha 3103, Dillstr. 15, ⊠ 13, Inh: N. Horwitz xyxy=(642,752,916,796)
directory-entry: — K., Schneider, Güntherstr. 9, ⊠ 24 xyxy=(1218,1409,1430,1423)
directory-entry: Block siehe auch Bloch und Blogg xyxy=(642,1247,840,1261)
directory-entry: — F., Tapezier, Övelgönnerstr. 25, ⊠ 19 xyxy=(930,382,1157,396)
directory-entry: — G., Arbtr., Bürgerweide 71/73, H. 7 xyxy=(930,554,1149,568)
ad-line: Fernspr.: Alster 8926 xyxy=(426,1308,556,1322)
directory-entry: — O., Zig.-Hdlg., Langenrehm 4, ⊠ 22 xyxy=(355,320,575,334)
directory-entry: — Max, Wirtsch., ☎ Ha 5042, Bartelsstr. 42, ⊠ 6, Wohn: Susannenstr. 30, ⊠ 6 xyxy=(930,1576,1203,1605)
directory-entry: — Wwe. Wilh., Borstelmannsweg 13, ⊠ 26 xyxy=(642,1046,887,1060)
directory-entry: — Wwe. C., Roonstr. 10, ⊠ 30 xyxy=(1218,1956,1389,1970)
directory-entry: — Willy, Masseur, Mendelssohnstr. 33 xyxy=(1218,240,1437,254)
directory-entry: — C., Eisenb.-Beamt., Drosselstr. 31, ⊠ 33 xyxy=(1218,810,1462,824)
directory-entry: — Hugo, Schneider, Semperstr. 33, ⊠ 39 xyxy=(930,1196,1165,1210)
directory-entry: — Siegfr., kaufm. Angest., Koppel 110 xyxy=(642,982,863,996)
directory-entry: — H., Beamt., Schürbeckerstr. 10, ⊠ 24 xyxy=(355,1731,585,1745)
directory-entry: — Franz, Bäcker, Grundstr. 23, ⊠ 31 xyxy=(1218,1031,1429,1045)
directory-entry: — Frl. S., Lehrerin, Andreasstr. 29, ⊠ 39 xyxy=(1218,1551,1453,1565)
directory-entry: — Gust., Schneider, ☎ Ha 1723 N 2, Fuhlsbüttelerstr. 99, ✕ 33 xyxy=(930,633,1144,662)
directory-entry: — Block, Ad., Ingenieur, ¼F Warns Gaye & Block, BCto: Deutsche B. Fil. Hbg. Dep.-Kasse B, ☎ No 7971, Hirtenstrasse 6, ⊠ 26 xyxy=(642,1342,905,1386)
directory-entry: — Wilh., Arbtr., Gebelstr. 37, H. 4, ⊠ 39 xyxy=(1218,651,1448,665)
directory-entry: — Rich., Direkt. d. Internationale Industrie-Aktiengesellschaft, Maria Louisen-Str. 55, ⊠ 39 xyxy=(642,905,909,949)
directory-entry: — Aug., Schuhm.-Mstr., Grindelhof 71/73, ⊠ 13, Wohn. Löwenstr. 75, ⊠ 30 xyxy=(355,1510,611,1539)
directory-entry: — Kurt, Hafenpolizeibeamter, Ophagen 8 xyxy=(1218,444,1457,458)
directory-entry: — Wwe. C., Schillerstr. 6, ✕ 21 xyxy=(355,636,534,650)
directory-entry: — Carl, Klm., Methfesselstr. 32, ⊠ 31 xyxy=(642,1857,859,1871)
directory-entry: — Ferl. E. u. J., Bornstr. 8, ⊠ 13 xyxy=(355,1843,538,1857)
directory-entry: — M. F. C., Pastor emerit., Oberstr. 107 xyxy=(930,1607,1159,1621)
ad-line: Elegante Herrenbekleidung xyxy=(406,1206,577,1220)
directory-entry: — Wilh., Handl.-Geh., Fritz Schumacher Allee 61, H. 1, ⊠ Langenh. 2 xyxy=(930,1987,1196,2016)
directory-entry: — Wwe. A., Stückenstr. 17, ✕ 22 xyxy=(1218,731,1407,745)
directory-entry: — H., Lehrer, Wackerstr. 11, ⊠ 33 xyxy=(1218,1174,1414,1188)
ad-blinckmann-title: D. H. D. Blinckmann xyxy=(419,712,564,752)
directory-entry: — Ad., Wirtsch., Mühlenstr. 23, ⊠ 3 xyxy=(355,684,561,698)
directory-entry: — H., Händler, Düppelstr. 30, ⊠ 30 xyxy=(1218,1126,1420,1140)
directory-entry: Bloeck Wwe. E., Bachstr. 103, ⊠ 22 xyxy=(1218,667,1423,681)
